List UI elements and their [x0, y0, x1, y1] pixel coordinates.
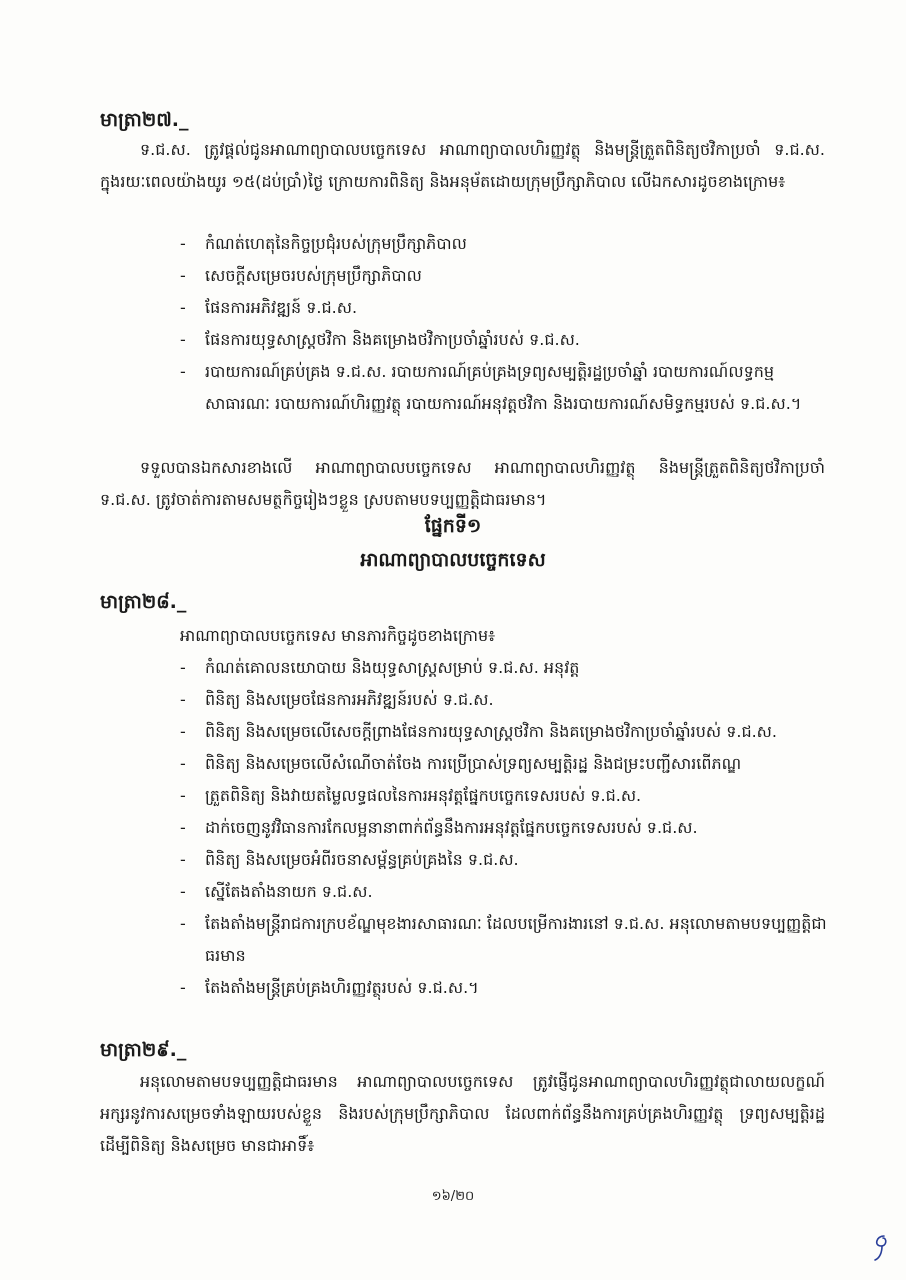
list-item: - របាយការណ៍គ្រប់គ្រង ទ.ជ.ស. របាយការណ៍គ្រប់គ្រងទ្រព្យសម្បត្តិរដ្ឋប្រចាំឆ្នាំ របាយការណ៍លទ្ធកម្មសាធារណៈ របាយការណ៍ហិរញ្ញវត្ថុ របាយការណ៍អនុវត្តថវិកា និងរបាយការណ៍សមិទ្ធកម្មរបស់ ទ.ជ.ស.។ [180, 356, 830, 420]
article-27-closing-text: ទទួលបានឯកសារខាងលើ អាណាព្យាបាលបច្ចេកទេស អាណាព្យាបាលហិរញ្ញវត្ថុ និងមន្ត្រីត្រួតពិនិត្យថវិកាប្រចាំ ទ.ជ.ស. ត្រូវចាត់ការតាមសមត្ថកិច្ចរៀងៗខ្លួន ស្របតាមបទប្បញ្ញត្តិជាធរមាន។ [100, 458, 825, 509]
section-title: អាណាព្យាបាលបច្ចេកទេស [360, 549, 546, 571]
list-item: - កំណត់គោលនយោបាយ និងយុទ្ធសាស្ត្រសម្រាប់ ទ.ជ.ស. អនុវត្ត [180, 652, 830, 684]
list-item: - កំណត់ហេតុនៃកិច្ចប្រជុំរបស់ក្រុមប្រឹក្សាភិបាល [180, 228, 830, 260]
list-item: - ស្នើតែងតាំងនាយក ទ.ជ.ស. [180, 876, 830, 908]
handwritten-initial-mark [870, 1232, 892, 1262]
list-item: - ដាក់ចេញនូវវិធានការកែលម្អនានាពាក់ព័ន្ធនឹងការអនុវត្តផ្នែកបច្ចេកទេសរបស់ ទ.ជ.ស. [180, 812, 830, 844]
list-item: - ពិនិត្យ និងសម្រេចផែនការអភិវឌ្ឍន៍របស់ ទ.ជ.ស. [180, 684, 830, 716]
list-item: - ពិនិត្យ និងសម្រេចលើសំណើចាត់ចែង ការប្រើប្រាស់ទ្រព្យសម្បត្តិរដ្ឋ និងជម្រះបញ្ជីសារពើភណ្ឌ [180, 748, 830, 780]
article-27-heading: មាត្រា២៧._ [100, 109, 189, 131]
section-part-label: ផ្នែកទី១ [424, 515, 482, 537]
list-item: - ពិនិត្យ និងសម្រេចអំពីរចនាសម្ព័ន្ធគ្រប់គ្រងនៃ ទ.ជ.ស. [180, 844, 830, 876]
article-28-heading: មាត្រា២៨._ [100, 591, 187, 613]
article-29-heading: មាត្រា២៩._ [100, 1039, 187, 1061]
list-item: - សេចក្តីសម្រេចរបស់ក្រុមប្រឹក្សាភិបាល [180, 260, 830, 292]
article-27-closing [100, 452, 825, 516]
list-item: - ពិនិត្យ និងសម្រេចលើសេចក្តីព្រាងផែនការយុទ្ធសាស្ត្រថវិកា និងគម្រោងថវិកាប្រចាំឆ្នាំរបស់ ទ.ជ.ស. [180, 716, 830, 748]
article-28-list [180, 652, 830, 1004]
list-item: - តែងតាំងមន្ត្រីគ្រប់គ្រងហិរញ្ញវត្ថុរបស់ ទ.ជ.ស.។ [180, 972, 830, 1004]
article-27-intro [100, 134, 825, 198]
list-item: - តែងតាំងមន្ត្រីរាជការក្របខ័ណ្ឌមុខងារសាធារណៈ ដែលបម្រើការងារនៅ ទ.ជ.ស. អនុលោមតាមបទប្បញ្ញត្តិជាធរមាន [180, 908, 830, 972]
article-29-body-text: អនុលោមតាមបទប្បញ្ញត្តិជាធរមាន អាណាព្យាបាលបច្ចេកទេស ត្រូវផ្ញើជូនអាណាព្យាបាលហិរញ្ញវត្ថុជាលាយលក្ខណ៍អក្សរនូវការសម្រេចទាំងឡាយរបស់ខ្លួន និងរបស់ក្រុមប្រឹក្សាភិបាល ដែលពាក់ព័ន្ធនឹងការគ្រប់គ្រងហិរញ្ញវត្ថុ ទ្រព្យសម្បត្តិរដ្ឋ ដើម្បីពិនិត្យ និងសម្រេច មានជាអាទិ៍៖ [100, 1072, 825, 1155]
list-item: - ផែនការយុទ្ធសាស្ត្រថវិកា និងគម្រោងថវិកាប្រចាំឆ្នាំរបស់ ទ.ជ.ស. [180, 324, 830, 356]
article-27-intro-text: ទ.ជ.ស. ត្រូវផ្តល់ជូនអាណាព្យាបាលបច្ចេកទេស អាណាព្យាបាលហិរញ្ញវត្ថុ និងមន្ត្រីត្រួតពិនិត្យថវិកាប្រចាំ ទ.ជ.ស. ក្នុងរយៈពេលយ៉ាងយូរ ១៥(ដប់ប្រាំ)ថ្ងៃ ក្រោយការពិនិត្យ និងអនុម័តដោយក្រុមប្រឹក្សាភិបាល លើឯកសារដូចខាងក្រោម៖ [100, 140, 825, 191]
article-28-intro-text: អាណាព្យាបាលបច្ចេកទេស មានភារកិច្ចដូចខាងក្រោម៖ [180, 626, 496, 645]
article-29-body [100, 1066, 825, 1162]
page-number: ១៦/២០ [431, 1189, 475, 1204]
article-27-list [180, 228, 830, 420]
article-28-intro [100, 620, 825, 652]
list-item: - ត្រួតពិនិត្យ និងវាយតម្លៃលទ្ធផលនៃការអនុវត្តផ្នែកបច្ចេកទេសរបស់ ទ.ជ.ស. [180, 780, 830, 812]
list-item: - ផែនការអភិវឌ្ឍន៍ ទ.ជ.ស. [180, 292, 830, 324]
